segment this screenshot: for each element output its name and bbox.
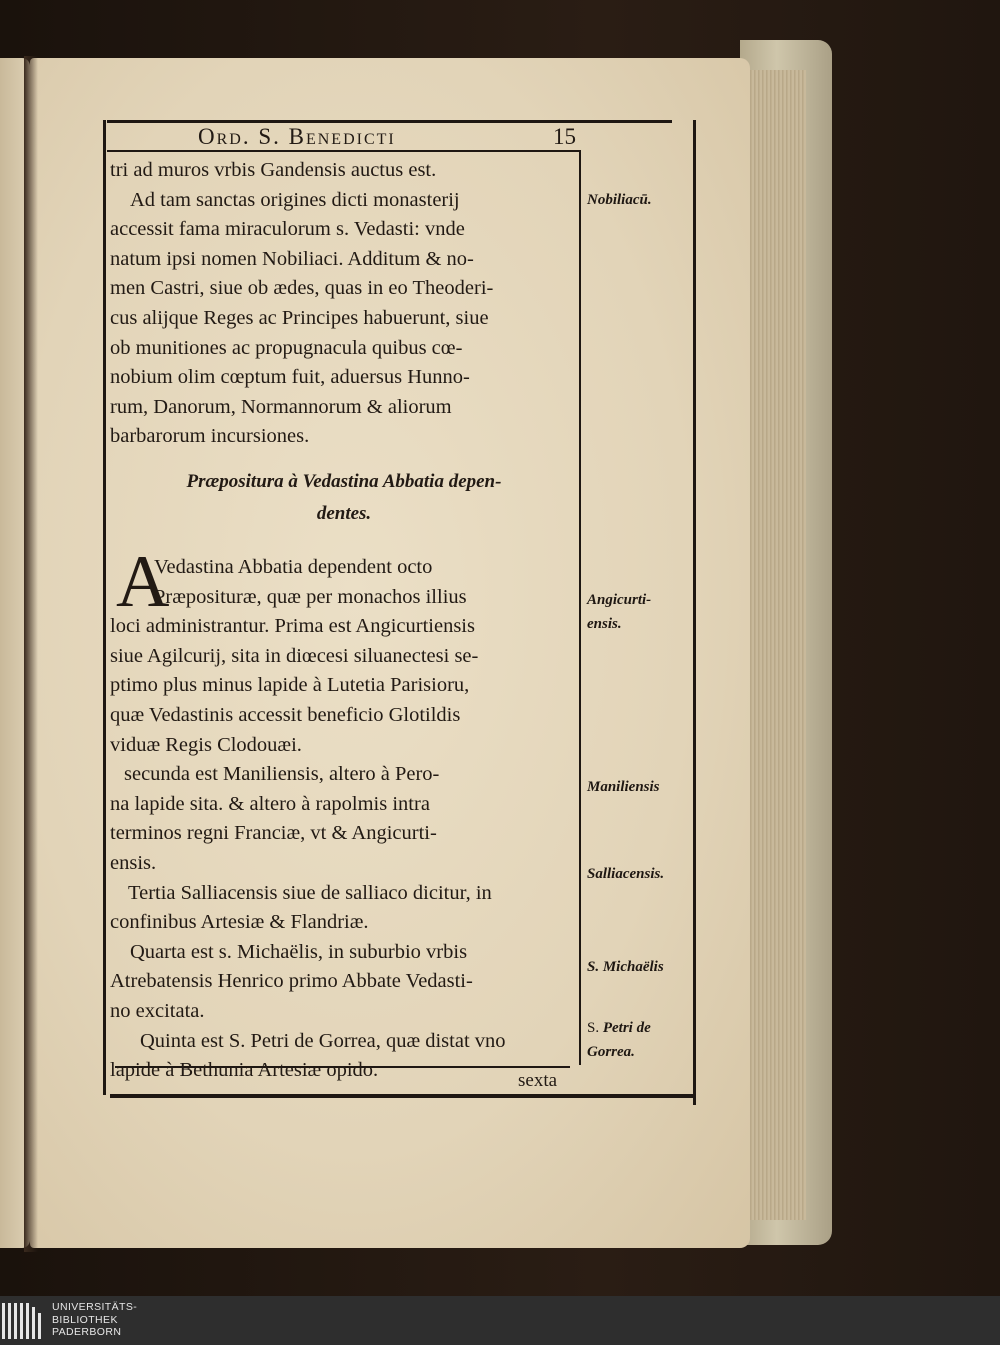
drop-cap: A <box>116 541 170 623</box>
library-name-line: PADERBORN <box>52 1326 122 1338</box>
text-line: no excitata. <box>110 999 205 1022</box>
text-line: Quinta est S. Petri de Gorrea, quæ distat vno <box>140 1029 506 1052</box>
text-line: quæ Vedastinis accessit beneficio Glotildis <box>110 703 461 726</box>
text-line: secunda est Maniliensis, altero à Pero- <box>124 763 440 786</box>
text-line: Vedastina Abbatia dependent octo <box>154 556 433 578</box>
text-line: loci administrantur. Prima est Angicurtiensis <box>110 615 475 638</box>
text-line: nobium olim cœptum fuit, aduersus Hunno- <box>110 366 470 389</box>
text-line: lapide à Bethunia Artesiæ opido. <box>110 1059 379 1082</box>
spine-shadow <box>24 56 38 1252</box>
marginal-note-angicurtiensis <box>587 588 651 636</box>
page-number: 15 <box>553 124 576 149</box>
library-footer-bar <box>0 1296 1000 1345</box>
text-line: terminos regni Franciæ, vt & Angicurti- <box>110 822 437 845</box>
library-name <box>52 1301 137 1339</box>
text-line: men Castri, siue ob ædes, quas in eo Theoderi- <box>110 277 494 300</box>
text-line: Quarta est s. Michaëlis, in suburbio vrbis <box>130 940 468 963</box>
heading-line: dentes. <box>316 503 372 524</box>
text-line: ensis. <box>110 851 157 874</box>
text-line: Præposituræ, quæ per monachos illius <box>154 585 467 608</box>
marginal-note-maniliensis: Maniliensis <box>587 779 660 795</box>
marginal-line: Angicurti- <box>587 592 652 608</box>
text-line: na lapide sita. & altero à rapolmis intra <box>110 792 430 815</box>
library-logo-icon <box>2 1303 46 1339</box>
catchword: sexta <box>518 1070 558 1091</box>
text-line: Tertia Salliacensis siue de salliaco dicitur, in <box>128 881 492 904</box>
marginal-line: Gorrea. <box>587 1044 635 1060</box>
frame-rule-margin <box>579 150 581 1065</box>
marginal-line <box>587 1016 651 1040</box>
marginal-note-nobiliacum: Nobiliacū. <box>587 192 652 208</box>
marginal-prefix: S. <box>587 1020 603 1036</box>
page-block-edges <box>748 70 806 1220</box>
text-line: rum, Danorum, Normannorum & aliorum <box>110 395 452 418</box>
text-line: cus alijque Reges ac Principes habuerunt, siue <box>110 306 489 329</box>
marginal-italic: Petri de <box>602 1020 651 1036</box>
text-line: confinibus Artesiæ & Flandriæ. <box>110 911 369 934</box>
text-line: accessit fama miraculorum s. Vedasti: vnde <box>110 218 465 241</box>
library-name-line: BIBLIOTHEK <box>52 1313 118 1326</box>
text-line: natum ipsi nomen Nobiliaci. Additum & no- <box>110 247 474 270</box>
library-name-line: UNIVERSITÄTS- <box>52 1301 138 1313</box>
text-line: viduæ Regis Clodouæi. <box>110 733 302 756</box>
text-line: barbarorum incursiones. <box>110 425 310 448</box>
marginal-note-michaelis: S. Michaëlis <box>587 959 664 975</box>
text-line: siue Agilcurij, sita in diœcesi siluanectesi se- <box>110 644 479 667</box>
text-line: ob munitiones ac propugnacula quibus cœ- <box>110 336 463 359</box>
paragraph-2 <box>110 553 578 1086</box>
section-heading <box>110 466 578 530</box>
frame-rule-right <box>693 120 696 1105</box>
marginal-note-salliacensis: Salliacensis. <box>587 866 665 882</box>
text-line: Ad tam sanctas origines dicti monasterij <box>130 188 460 211</box>
frame-rule-left <box>103 120 106 1095</box>
text-line: ptimo plus minus lapide à Lutetia Parisioru, <box>110 674 470 697</box>
heading-line: Præpositura à Vedastina Abbatia depen- <box>186 471 502 492</box>
marginal-line: ensis. <box>587 616 622 632</box>
frame-rule-bottom <box>110 1094 695 1098</box>
running-head: Ord. S. Benedicti <box>198 124 396 149</box>
text-line: tri ad muros vrbis Gandensis auctus est. <box>110 159 437 181</box>
text-line: Atrebatensis Henrico primo Abbate Vedasti- <box>110 970 473 993</box>
marginal-note-petri-de-gorrea <box>587 1016 651 1064</box>
paragraph-1 <box>110 156 578 452</box>
